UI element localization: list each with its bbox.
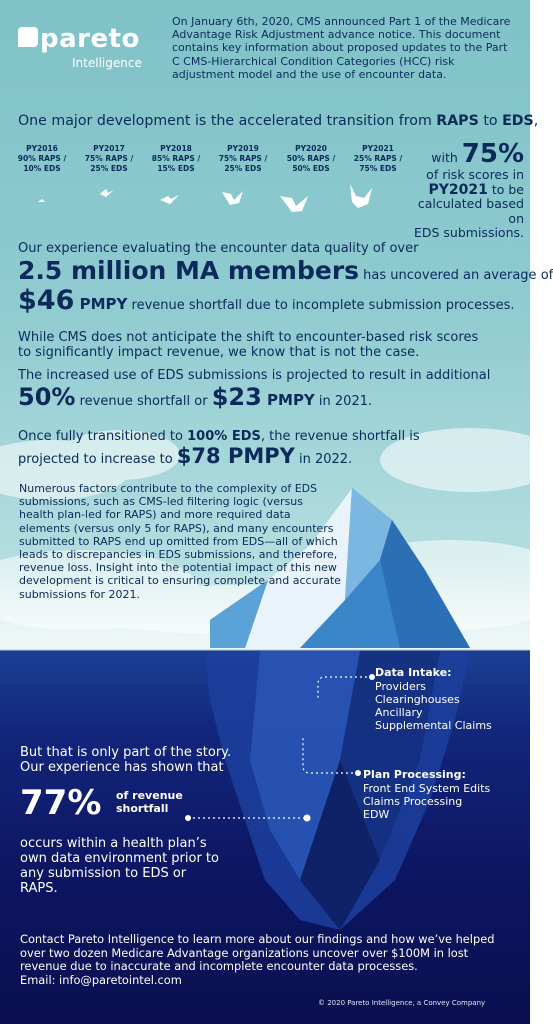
bird-icon (160, 195, 179, 204)
shortfall-50pct: 50% (18, 383, 76, 411)
shortfall-78: $78 PMPY (176, 444, 295, 468)
experience-line1: Our experience evaluating the encounter data quality of over (18, 241, 419, 256)
increased-mid: revenue shortfall or (75, 394, 212, 409)
year-raps: 90% RAPS / (17, 154, 67, 163)
logo-icon (18, 27, 38, 47)
year-label: PY2021 (362, 144, 394, 153)
bird-icon (222, 191, 243, 205)
year-label: PY2019 (227, 144, 259, 153)
story-line1: But that is only part of the story. (20, 745, 232, 760)
full-post: , the revenue shortfall is (260, 429, 420, 444)
full-end: in 2022. (294, 452, 353, 467)
stat-77-label1: of revenue (116, 789, 183, 802)
shortfall-46: $46 (18, 285, 75, 316)
plan-processing-title: Plan Processing: (363, 768, 466, 781)
list-item: Ancillary (375, 706, 423, 719)
year-raps: 75% RAPS / (218, 154, 268, 163)
data-intake-title: Data Intake: (375, 666, 452, 679)
list-item: Claims Processing (363, 795, 463, 808)
major-eds: EDS (502, 113, 534, 129)
intro-text: On January 6th, 2020, CMS announced Part 1 of the Medicare Advantage Risk Adjustment advance notice. This document contains key information about proposed updates to the Part C CMS-Hierarchical Condition Categories (HCC) risk adjustment model and the use of encounter data. (172, 15, 511, 81)
story-rest: occurs within a health plan’s own data environment prior to any submission to EDS or RAPS. (20, 836, 219, 896)
pct75-year: PY2021 (428, 181, 488, 198)
increased-line1: The increased use of EDS submissions is projected to result in additional (18, 368, 491, 383)
copyright: © 2020 Pareto Intelligence, a Convey Company (318, 999, 486, 1007)
list-item: Supplemental Claims (375, 719, 492, 732)
year-label: PY2020 (295, 144, 327, 153)
full-bold: 100% EDS (187, 429, 261, 444)
major-pre: One major development is the accelerated transition from (18, 113, 437, 129)
pct75-value: 75% (461, 139, 524, 169)
list-item: Clearinghouses (375, 693, 460, 706)
experience-end: revenue shortfall due to incomplete submission processes. (127, 298, 515, 313)
pct75-line3: to be (487, 181, 524, 197)
plan-processing-list (363, 782, 490, 821)
pct75-with: with (431, 150, 462, 165)
data-intake-list (375, 680, 492, 732)
factors-paragraph: Numerous factors contribute to the complexity of EDS submissions, such as CMS-led filtering logic (versus health plan-led for RAPS) and more required data elements (versus only 5 for RAPS), and many encounters submitted to RAPS end up omitted from EDS—all of which leads to discrepancies in EDS submissions, and therefore, revenue loss. Insight into the potential impact of this new development is critical to ensuring complete and accurate submissions for 2021. (19, 482, 341, 601)
major-post: , (533, 113, 539, 129)
full-line2 (18, 441, 528, 471)
brand-subtitle: Intelligence (72, 56, 142, 70)
pct75-block (404, 140, 524, 241)
cms-line1: While CMS does not anticipate the shift to encounter-based risk scores (18, 330, 479, 345)
cms-line2: to significantly impact revenue, we know that is not the case. (18, 345, 420, 360)
contact-email[interactable]: Email: info@paretointel.com (20, 972, 182, 987)
year-raps: 75% RAPS / (84, 154, 134, 163)
year-label: PY2018 (160, 144, 192, 153)
story-intro (20, 745, 265, 775)
pct75-line2: of risk scores in (426, 167, 524, 182)
contact-block (20, 933, 510, 987)
year-eds: 10% EDS (23, 164, 61, 173)
brand-name: pareto (40, 24, 140, 54)
year-raps: 25% RAPS / (353, 154, 403, 163)
year-raps: 50% RAPS / (286, 154, 336, 163)
bird-icon (38, 199, 45, 202)
bird-icon (280, 196, 308, 212)
increased-end: in 2021. (314, 394, 373, 409)
year-eds: 15% EDS (157, 164, 195, 173)
increased-line2 (18, 382, 528, 412)
list-item: Providers (375, 680, 427, 693)
year-column-2019 (204, 144, 282, 174)
year-label: PY2017 (93, 144, 125, 153)
bird-icon (350, 184, 372, 208)
bird-icon (100, 189, 114, 197)
year-eds: 50% EDS (292, 164, 330, 173)
year-label: PY2016 (26, 144, 58, 153)
pmpy-label: PMPY (74, 295, 128, 313)
stat-77-label2: shortfall (116, 802, 169, 815)
year-eds: 75% EDS (359, 164, 397, 173)
members-count: 2.5 million MA members (18, 256, 360, 285)
major-raps: RAPS (436, 113, 479, 129)
contact-text: Contact Pareto Intelligence to learn more about our findings and how we’ve helped over two dozen Medicare Advantage organizations uncover over $100M in lost revenue due to inaccurate and incomplete encounter data processes. (20, 932, 495, 974)
experience-line2 (18, 256, 553, 286)
experience-mid: has uncovered an average of (359, 268, 553, 283)
pct75-line5: EDS submissions. (413, 225, 524, 240)
shortfall-23: $23 (211, 383, 262, 411)
pct75-line4: calculated based on (417, 196, 524, 226)
story-line2: Our experience has shown that (20, 760, 224, 775)
pmpy-label-2: PMPY (261, 391, 315, 409)
full-pre: Once fully transitioned to (18, 429, 188, 444)
major-to: to (478, 113, 503, 129)
major-development-heading (18, 113, 539, 129)
stat-77-label (116, 789, 183, 815)
stat-77pct: 77% (20, 783, 102, 823)
list-item: Front End System Edits (363, 782, 491, 795)
full-l2: projected to increase to (18, 452, 177, 467)
experience-line3 (18, 286, 528, 316)
year-raps: 85% RAPS / (151, 154, 201, 163)
list-item: EDW (363, 808, 390, 821)
year-eds: 25% EDS (224, 164, 262, 173)
year-eds: 25% EDS (90, 164, 128, 173)
